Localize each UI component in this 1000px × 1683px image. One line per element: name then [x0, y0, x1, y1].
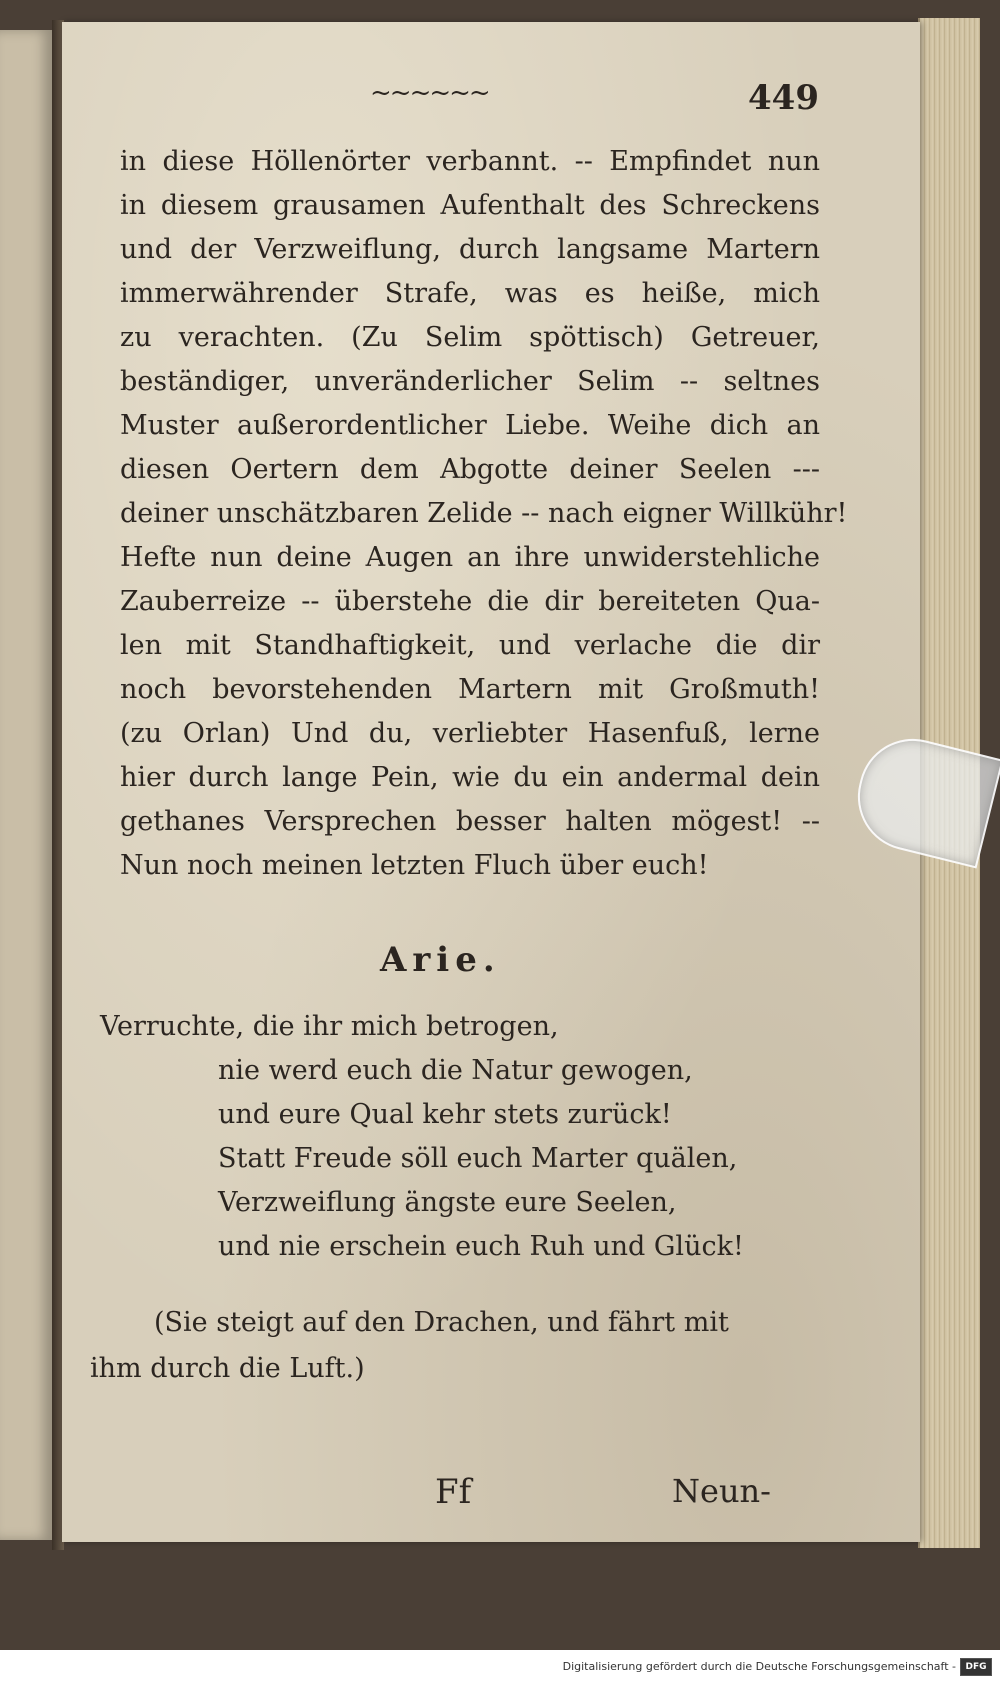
body-line: hier durch lange Pein, wie du ein andermal dein [120, 762, 820, 793]
body-line: beständiger, unveränderlicher Selim -- seltnes [120, 366, 820, 397]
digitization-footer [0, 1650, 1000, 1683]
body-text [120, 140, 848, 888]
aria-heading: Arie. [380, 940, 501, 980]
header-ornament: ~~~~~~ [370, 78, 489, 108]
body-line: diesen Oertern dem Abgotte deiner Seelen --- [120, 454, 820, 485]
stage-line: (Sie steigt auf den Drachen, und fährt mit [154, 1307, 729, 1338]
dfg-logo-icon: DFG [960, 1658, 992, 1676]
body-line: in diese Höllenörter verbannt. -- Empfindet nun [120, 146, 820, 177]
page-number: 449 [748, 78, 819, 118]
body-line: Hefte nun deine Augen an ihre unwiderstehliche [120, 542, 820, 573]
stage-line: ihm durch die Luft.) [90, 1353, 365, 1384]
footer-credit: Digitalisierung gefördert durch die Deutsche Forschungsgemeinschaft - [562, 1660, 956, 1673]
verse-line: und eure Qual kehr stets zurück! [218, 1099, 672, 1130]
body-line: len mit Standhaftigkeit, und verlache die dir [120, 630, 820, 661]
catchword: Neun- [672, 1472, 771, 1510]
body-line: deiner unschätzbaren Zelide -- nach eigner Willkühr! [120, 498, 848, 529]
verse-line: und nie erschein euch Ruh und Glück! [218, 1231, 744, 1262]
body-line: gethanes Versprechen besser halten mögest! -- [120, 806, 820, 837]
body-line: Nun noch meinen letzten Fluch über euch! [120, 850, 709, 881]
body-line: zu verachten. (Zu Selim spöttisch) Getreuer, [120, 322, 820, 353]
body-line: in diesem grausamen Aufenthalt des Schreckens [120, 190, 820, 221]
verse-line: Statt Freude söll euch Marter quälen, [218, 1143, 738, 1174]
verse-line: Verzweiflung ängste eure Seelen, [218, 1187, 677, 1218]
signature-mark: Ff [435, 1472, 472, 1512]
stage-direction [90, 1300, 790, 1392]
body-line: Zauberreize -- überstehe die dir bereiteten Qua- [120, 586, 820, 617]
body-line: (zu Orlan) Und du, verliebter Hasenfuß, lerne [120, 718, 820, 749]
aria-verse [100, 1005, 760, 1269]
verse-line: nie werd euch die Natur gewogen, [218, 1055, 693, 1086]
verse-line: Verruchte, die ihr mich betrogen, [100, 1011, 559, 1042]
body-line: und der Verzweiflung, durch langsame Martern [120, 234, 820, 265]
body-line: noch bevorstehenden Martern mit Großmuth! [120, 674, 820, 705]
body-line: Muster außerordentlicher Liebe. Weihe dich an [120, 410, 820, 441]
left-page-edge [0, 30, 55, 1540]
body-line: immerwährender Strafe, was es heiße, mich [120, 278, 820, 309]
